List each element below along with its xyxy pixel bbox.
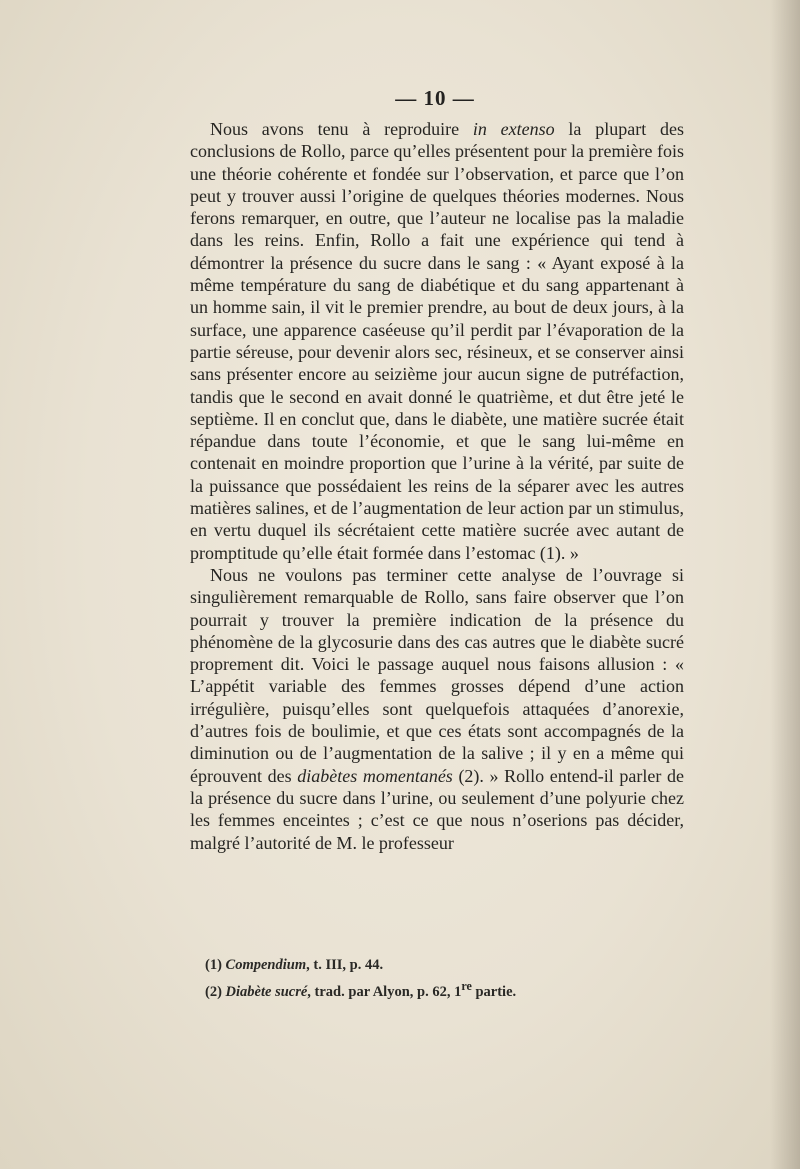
footnote-2-tail: partie. <box>471 983 517 1000</box>
paragraph-2-text-c: (2). » Rollo entend-il parler de la présence du sucre dans l’urine, ou seulement d’une polyurie chez les femmes enceintes ; c’est ce que nous n’oserions pas décider, malgré l’autorité de M. le professeur <box>190 765 684 853</box>
paragraph-1-text-a: Nous avons tenu à reproduire <box>210 119 473 139</box>
footnote-1-reference: , t. III, p. 44. <box>306 957 384 973</box>
paragraph-1-italic-phrase: in extenso <box>472 119 555 139</box>
paragraph-2-text-a: Nous ne voulons pas terminer cette analyse de l’ouvrage si singulièrement remarquable de Rollo, sans faire observer que l’on pourrait y trouver la première indication de la présence du phénomène de la glycosurie dans des cas autres que le diabète sucré proprement dit. Voici le passage auquel nous faisons allusion : « L’appétit variable des femmes grosses dépend d’une action irrégulière, puisqu’elles sont quelquefois attaquées d’anorexie, d’autres fois de boulimie, et que ces états sont accompagnés de la diminution ou de l’augmentation de la salive ; il y en a même qui éprouvent des <box>190 564 684 786</box>
paragraph-2 <box>190 564 684 854</box>
footnote-2-reference: , trad. par Alyon, p. 62, 1 <box>307 983 462 1000</box>
footnote-1-number: (1) <box>205 957 222 973</box>
page-edge-shadow <box>770 0 800 1169</box>
body-text <box>190 118 684 854</box>
paragraph-1-text-c: la plupart des conclusions de Rollo, parce qu’elles présentent pour la première fois une théorie cohérente et fondée sur l’observation, et parce que l’on peut y trouver aussi l’origine de quelques théories modernes. Nous ferons remarquer, en outre, que l’auteur ne localise pas la maladie dans les reins. Enfin, Rollo a fait une expérience qui tend à démontrer la présence du sucre dans le sang : « Ayant exposé à la même température du sang de diabétique et du sang appartenant à un homme sain, il vit le premier prendre, au bout de deux jours, à la surface, une apparence caséeuse qu’il perdit par l’évaporation de la partie séreuse, pour devenir alors sec, résineux, et se conserver ainsi sans présenter encore au seizième jour aucun signe de putréfaction, tandis que le second en avait donné le quatrième, et dut être jeté le septième. Il en conclut que, dans le diabète, une matière sucrée était répandue dans toute l’économie, et que le sang lui-même en contenait en moindre proportion que l’urine à la vérité, par suite de la puissance que possédaient les reins de la séparer avec les autres matières salines, et de l’augmentation de leur action par un stimulus, en vertu duquel ils sécrétaient cette matière sucrée avec autant de promptitude qu’elle était formée dans l’estomac (1). » <box>190 119 684 563</box>
footnote-2-title: Diabète sucré <box>225 983 308 1000</box>
footnote-1-title: Compendium <box>225 957 307 973</box>
footnote-1 <box>205 955 685 976</box>
footnotes <box>205 955 685 1003</box>
page-number: — 10 — <box>395 86 475 110</box>
footnote-2 <box>205 976 685 1003</box>
paragraph-2-italic-phrase: diabètes momentanés <box>297 765 453 786</box>
footnote-2-number: (2) <box>205 983 222 1000</box>
paragraph-1 <box>190 118 684 564</box>
footnote-2-superscript: re <box>461 979 472 993</box>
